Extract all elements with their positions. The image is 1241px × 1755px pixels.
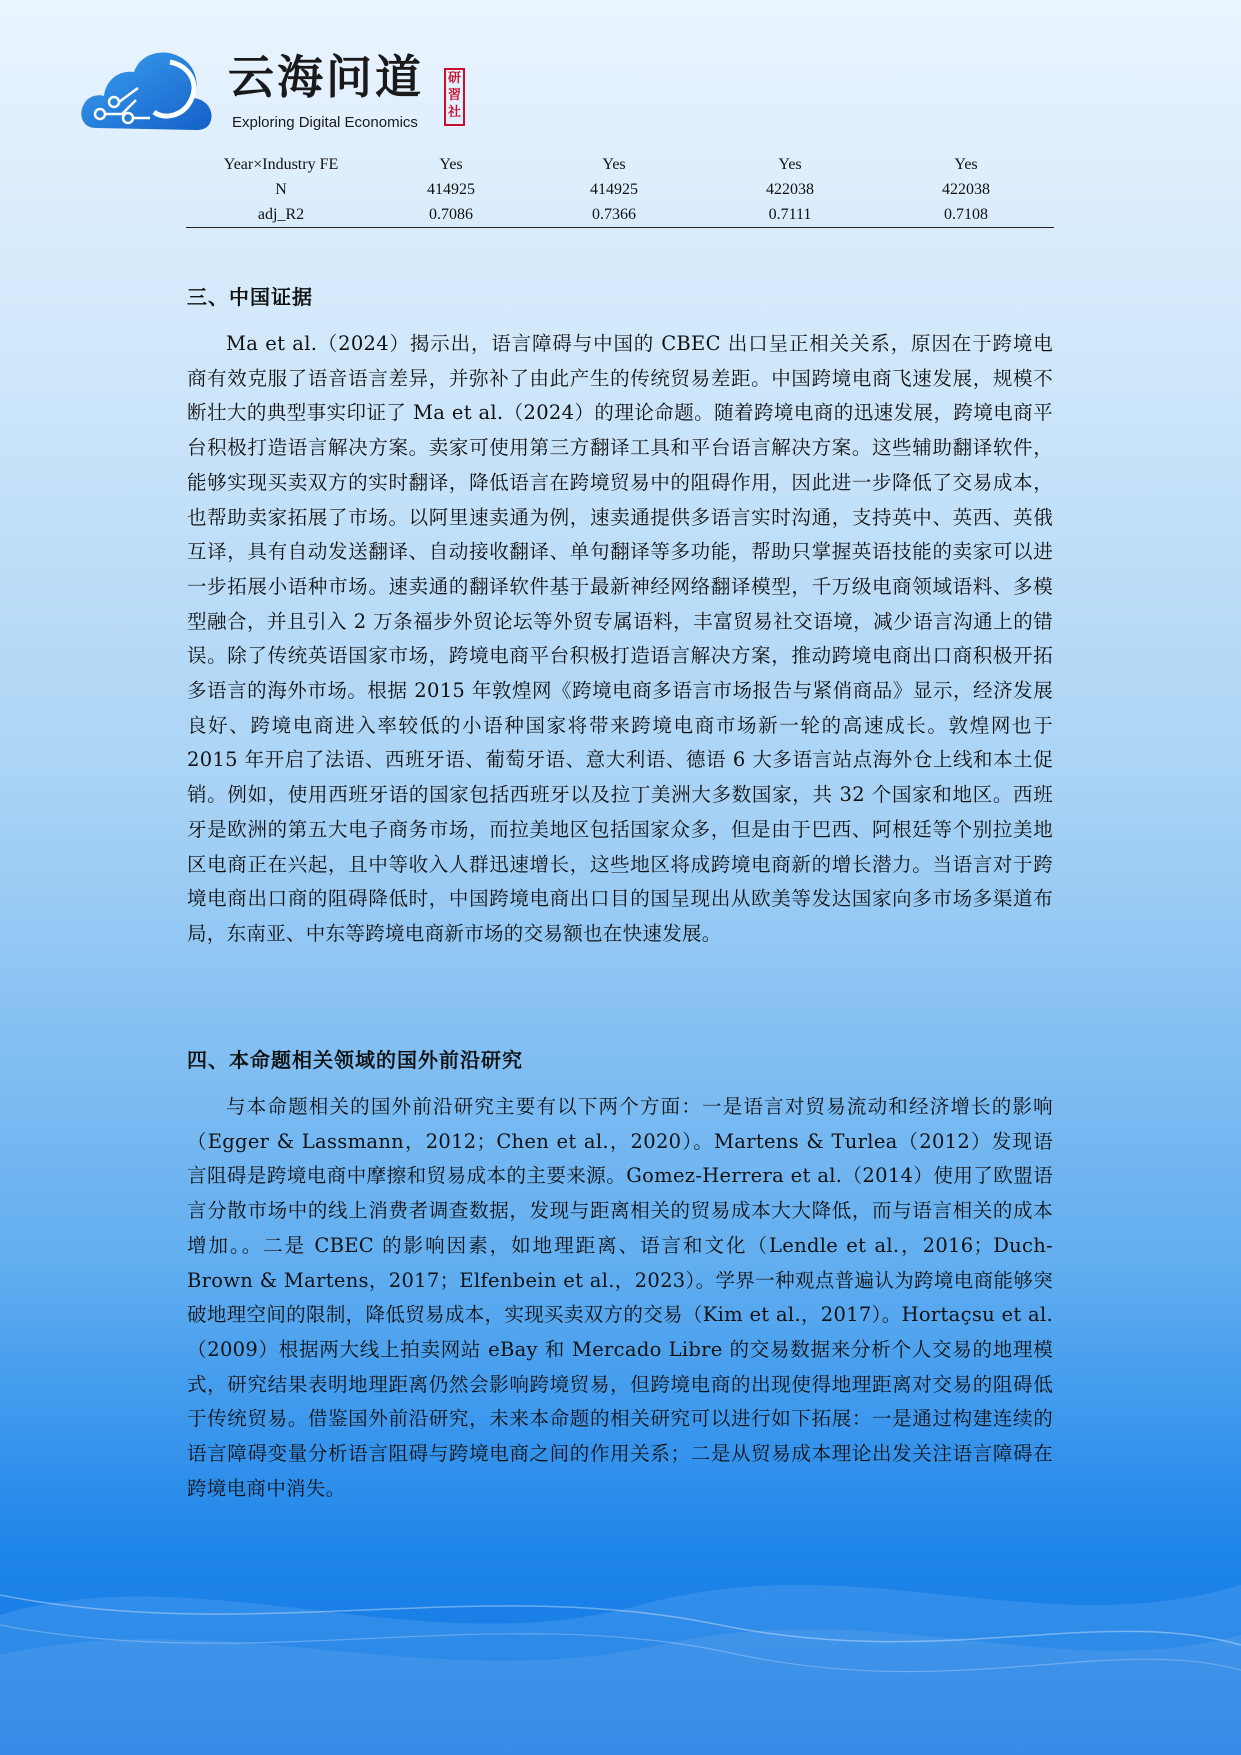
- table-row: [186, 202, 1054, 228]
- table-cell: Yes: [602, 156, 626, 173]
- seal-char: 研: [447, 71, 461, 86]
- table-cell: Yes: [439, 156, 463, 173]
- table-cell: Year×Industry FE: [223, 156, 339, 173]
- logo-title: 云海问道: [228, 50, 424, 104]
- seal-char: 習: [447, 88, 461, 103]
- body-paragraph: Ma et al.（2024）揭示出，语言障碍与中国的 CBEC 出口呈正相关关系，原因在于跨境电商有效克服了语音语言差异，并弥补了由此产生的传统贸易差距。中国跨境电商飞速发展，规模不断壮大的典型事实印证了 Ma et al.（2024）的理论命题。随着跨境电商的迅速发展，跨境电商平台积极打造语言解决方案。卖家可使用第三方翻译工具和平台语言解决方案。这些辅助翻译软件，能够实现买卖双方的实时翻译，降低语言在跨境贸易中的阻碍作用，因此进一步降低了交易成本，也帮助卖家拓展了市场。以阿里速卖通为例，速卖通提供多语言实时沟通，支持英中、英西、英俄互译，具有自动发送翻译、自动接收翻译、单句翻译等多功能，帮助只掌握英语技能的卖家可以进一步拓展小语种市场。速卖通的翻译软件基于最新神经网络翻译模型，千万级电商领域语料、多模型融合，并且引入 2 万条福步外贸论坛等外贸专属语料，丰富贸易社交语境，减少语言沟通上的错误。除了传统英语国家市场，跨境电商平台积极打造语言解决方案，推动跨境电商出口商积极开拓多语言的海外市场。根据 2015 年敦煌网《跨境电商多语言市场报告与紧俏商品》显示，经济发展良好、跨境电商进入率较低的小语种国家将带来跨境电商市场新一轮的高速成长。敦煌网也于 2015 年开启了法语、西班牙语、葡萄牙语、意大利语、德语 6 大多语言站点海外仓上线和本土促销。例如，使用西班牙语的国家包括西班牙以及拉丁美洲大多数国家，共 32 个国家和地区。西班牙是欧洲的第五大电子商务市场，而拉美地区包括国家众多，但是由于巴西、阿根廷等个别拉美地区电商正在兴起，且中等收入人群迅速增长，这些地区将成跨境电商新的增长潜力。当语言对于跨境电商出口商的阻碍降低时，中国跨境电商出口目的国呈现出从欧美等发达国家向多市场多渠道布局，东南亚、中东等跨境电商新市场的交易额也在快速发展。: [187, 332, 1053, 945]
- background-waves: [0, 1495, 1241, 1755]
- table-cell: 422038: [766, 181, 814, 198]
- table-cell: adj_R2: [186, 202, 376, 228]
- logo-seal: [444, 68, 465, 126]
- table-cell: 414925: [590, 181, 638, 198]
- table-cell: N: [275, 181, 287, 198]
- section-heading: 四、本命题相关领域的国外前沿研究: [187, 1048, 523, 1072]
- table-cell: 0.7108: [878, 202, 1054, 228]
- table-row: [186, 177, 1054, 202]
- table-cell: 0.7111: [702, 202, 878, 228]
- table-row: [186, 152, 1054, 177]
- section-foreign-research-body: [187, 1090, 1053, 1506]
- section-foreign-research: [187, 1044, 1053, 1073]
- body-paragraph: 与本命题相关的国外前沿研究主要有以下两个方面：一是语言对贸易流动和经济增长的影响（Egger & Lassmann，2012；Chen et al.，2020）。Martens & Turlea（2012）发现语言阻碍是跨境电商中摩擦和贸易成本的主要来源。Gomez-Herrera et al.（2014）使用了欧盟语言分散市场中的线上消费者调查数据，发现与距离相关的贸易成本大大降低，而与语言相关的成本增加。。二是 CBEC 的影响因素，如地理距离、语言和文化（Lendle et al.，2016；Duch-Brown & Martens，2017；Elfenbein et al.，2023）。学界一种观点普遍认为跨境电商能够突破地理空间的限制，降低贸易成本，实现买卖双方的交易（Kim et al.，2017）。Hortaçsu et al.（2009）根据两大线上拍卖网站 eBay 和 Mercado Libre 的交易数据来分析个人交易的地理模式，研究结果表明地理距离仍然会影响跨境贸易，但跨境电商的出现使得地理距离对交易的阻碍低于传统贸易。借鉴国外前沿研究，未来本命题的相关研究可以进行如下拓展：一是通过构建连续的语言障碍变量分析语言阻碍与跨境电商之间的作用关系；二是从贸易成本理论出发关注语言障碍在跨境电商中消失。: [187, 1095, 1053, 1500]
- table-cell: Yes: [954, 156, 978, 173]
- table-cell: 422038: [942, 181, 990, 198]
- regression-table: [186, 152, 1054, 228]
- table-cell: 0.7086: [376, 202, 526, 228]
- cloud-circuit-icon: [78, 40, 218, 135]
- table-cell: Yes: [778, 156, 802, 173]
- table-cell: 414925: [427, 181, 475, 198]
- section-china-evidence-body: [187, 327, 1053, 952]
- section-heading: 三、中国证据: [187, 285, 313, 309]
- brand-logo: [78, 40, 478, 135]
- logo-subtitle: Exploring Digital Economics: [232, 114, 418, 131]
- seal-char: 社: [447, 105, 461, 120]
- section-china-evidence: [187, 281, 1053, 310]
- table-cell: 0.7366: [526, 202, 702, 228]
